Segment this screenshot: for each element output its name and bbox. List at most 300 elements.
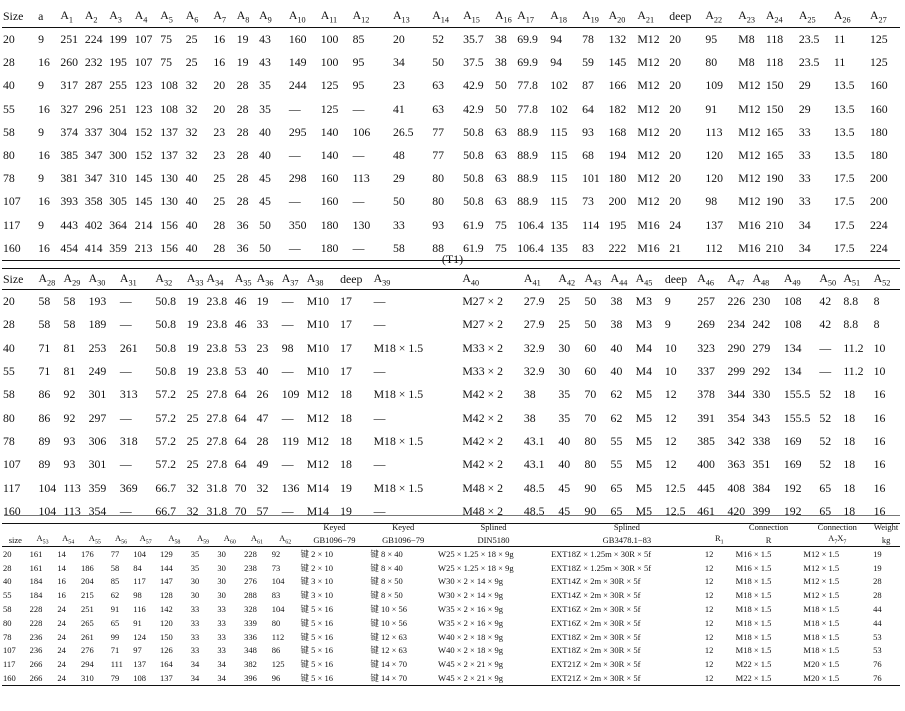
table-cell: 125 bbox=[870, 55, 888, 70]
table-cell: 28 bbox=[256, 433, 269, 448]
table-row bbox=[2, 74, 900, 97]
column-header bbox=[216, 520, 243, 533]
table-cell: 33 bbox=[217, 645, 226, 656]
table-cell: 30 bbox=[217, 562, 226, 573]
table-cell: 190 bbox=[765, 194, 784, 209]
table-cell: 17.5 bbox=[833, 171, 855, 186]
table-cell: 306 bbox=[88, 433, 107, 448]
column-header: Weight bbox=[873, 521, 899, 532]
table-cell: 45 bbox=[558, 480, 571, 495]
table-cell: 52 bbox=[819, 410, 832, 425]
table-cell: 20 bbox=[3, 548, 12, 559]
table-cell: 109 bbox=[281, 387, 300, 402]
table-cell: 68 bbox=[582, 148, 594, 163]
table-cell: 77.8 bbox=[517, 78, 538, 93]
column-header: $A_8$ bbox=[236, 6, 258, 28]
table-cell: 58 bbox=[38, 294, 51, 309]
table-cell: 75 bbox=[494, 217, 507, 232]
table-cell: 276 bbox=[80, 645, 94, 656]
table-cell: 50 bbox=[259, 217, 271, 232]
column-header: $A_{19}$ bbox=[581, 6, 608, 28]
table-cell: 112 bbox=[271, 631, 285, 642]
table-cell: 80 bbox=[432, 194, 445, 209]
table-cell: 195 bbox=[608, 217, 627, 232]
table-cell: 16 bbox=[38, 101, 50, 116]
table-cell: M12 bbox=[738, 124, 761, 139]
table-cell: 347 bbox=[84, 148, 103, 163]
table-cell: 317 bbox=[60, 78, 79, 93]
table-cell: 11.2 bbox=[843, 340, 864, 355]
table-cell: 28 bbox=[213, 217, 226, 232]
table-cell: 80 bbox=[705, 55, 718, 70]
table-cell: 118 bbox=[765, 55, 784, 70]
column-header: $A_{18}$ bbox=[549, 6, 581, 28]
table-cell: 33 bbox=[217, 617, 226, 628]
table-cell: M48 × 2 bbox=[461, 500, 523, 524]
column-header: Keyed bbox=[323, 521, 346, 532]
table-cell: 10 bbox=[873, 340, 886, 355]
table-cell: M5 bbox=[635, 433, 652, 448]
table-cell: 107 bbox=[134, 32, 153, 47]
table-cell: M20 × 1.5 bbox=[803, 659, 840, 670]
table-cell: 25 bbox=[558, 317, 571, 332]
table-cell: 18 bbox=[340, 433, 352, 448]
table-cell: 12 bbox=[704, 659, 714, 670]
table-cell: 137 bbox=[160, 148, 178, 163]
table-cell: 77 bbox=[110, 548, 120, 559]
table-cell: 86 bbox=[38, 410, 51, 425]
table-cell: 29 bbox=[392, 171, 405, 186]
table-cell: 34 bbox=[190, 671, 217, 685]
table-cell: 104 bbox=[271, 604, 285, 615]
table-cell: 75 bbox=[494, 237, 516, 261]
table-cell: 12 bbox=[704, 604, 714, 615]
table-cell: EXT21Z × 2m × 30R × 5f bbox=[550, 671, 704, 685]
column-header bbox=[159, 520, 190, 533]
table-cell: 242 bbox=[752, 317, 771, 332]
table-cell: 313 bbox=[119, 387, 138, 402]
table-cell: 16 bbox=[213, 32, 226, 47]
table-cell: 160 bbox=[2, 500, 38, 524]
table-cell: 30 bbox=[217, 590, 226, 601]
table-cell: 100 bbox=[320, 55, 339, 70]
table-cell: M4 bbox=[635, 340, 652, 355]
table-cell: M12 × 1.5 bbox=[803, 576, 840, 587]
table-cell: M12 bbox=[306, 457, 330, 472]
table-cell: 17.5 bbox=[833, 217, 855, 232]
table-cell: M5 bbox=[635, 387, 652, 402]
column-header bbox=[110, 520, 133, 533]
table-cell: 108 bbox=[783, 294, 802, 309]
table-cell: M18 × 1.5 bbox=[735, 631, 772, 642]
table-cell: 120 bbox=[159, 617, 173, 628]
table-cell: 18 bbox=[340, 457, 352, 472]
column-header: $A_{12}$ bbox=[352, 6, 392, 28]
table-cell: 20 bbox=[669, 55, 681, 70]
table-cell: 27.8 bbox=[206, 457, 228, 472]
table-cell: 71 bbox=[110, 645, 120, 656]
table-cell: 53 bbox=[234, 364, 247, 379]
table-cell: 443 bbox=[60, 217, 79, 232]
column-header: GB3478.1−83 bbox=[550, 533, 704, 547]
table-cell: 184 bbox=[29, 576, 43, 587]
table-cell: 80 bbox=[3, 148, 15, 163]
table3-group-header-row bbox=[2, 520, 900, 533]
table-cell: 63 bbox=[494, 124, 507, 139]
table-cell: 58 bbox=[110, 562, 120, 573]
table-cell: M5 bbox=[635, 480, 652, 495]
table-cell: 40 bbox=[185, 237, 213, 261]
table-cell: 58 bbox=[38, 317, 51, 332]
table-cell: 50 bbox=[584, 294, 597, 309]
table-cell: 98 bbox=[281, 340, 294, 355]
table-cell: 38 bbox=[610, 294, 623, 309]
table-cell: M5 bbox=[635, 410, 652, 425]
table-cell: 16 bbox=[57, 576, 66, 587]
table-cell: 24 bbox=[57, 659, 66, 670]
column-header: $A_{55}$ bbox=[80, 533, 110, 547]
table-cell: M42 × 2 bbox=[462, 433, 504, 448]
column-header: $A_5$ bbox=[159, 6, 185, 28]
column-header: size bbox=[2, 533, 29, 547]
table-cell: 17.5 bbox=[833, 194, 855, 209]
table-cell: M10 bbox=[306, 364, 330, 379]
column-header: $A_{32}$ bbox=[154, 269, 185, 290]
table-cell: 25 bbox=[186, 457, 199, 472]
table-cell: 16 bbox=[37, 237, 59, 261]
table-row bbox=[2, 547, 900, 561]
table-cell: 160 bbox=[2, 237, 37, 261]
table-cell: 301 bbox=[88, 457, 107, 472]
table-cell: 192 bbox=[783, 500, 819, 524]
section-divider bbox=[4, 515, 900, 516]
table-cell: — bbox=[373, 364, 386, 379]
table-cell: 31.8 bbox=[206, 500, 234, 524]
table-cell: 19 bbox=[186, 294, 199, 309]
table-cell: 85 bbox=[110, 576, 120, 587]
column-header: $A_{61}$ bbox=[243, 533, 271, 547]
column-header: $A_{29}$ bbox=[63, 269, 88, 290]
table-cell: EXT18Z × 2m × 30R × 5f bbox=[550, 645, 641, 656]
table-cell: 63 bbox=[494, 194, 507, 209]
table1-header-row bbox=[2, 6, 900, 28]
table-row bbox=[2, 453, 900, 476]
table-cell: 19 bbox=[873, 548, 882, 559]
table-cell: 160 bbox=[288, 32, 307, 47]
table-cell: 32 bbox=[186, 480, 199, 495]
table-cell: 81 bbox=[63, 340, 76, 355]
table-cell: 键 5 × 16 bbox=[300, 659, 333, 670]
column-header: $A_3$ bbox=[108, 6, 134, 28]
table-cell: 155.5 bbox=[783, 410, 811, 425]
table-cell: 160 bbox=[320, 194, 339, 209]
table-cell: 414 bbox=[84, 237, 108, 261]
table-cell: M42 × 2 bbox=[462, 387, 504, 402]
table-cell: 400 bbox=[697, 457, 715, 472]
column-header: $A_{16}$ bbox=[494, 6, 516, 28]
table-cell: 9 bbox=[38, 171, 44, 186]
table-cell: 150 bbox=[159, 631, 173, 642]
table-cell: 19 bbox=[186, 317, 199, 332]
table-cell: 42 bbox=[819, 317, 832, 332]
table-cell: M12 bbox=[637, 101, 660, 116]
table-cell: M12 bbox=[738, 171, 761, 186]
table-cell: 键 12 × 63 bbox=[370, 631, 407, 642]
table-cell: 80 bbox=[3, 617, 12, 628]
table-cell: 156 bbox=[159, 237, 185, 261]
table-cell: 106 bbox=[352, 124, 371, 139]
table-cell: W25 × 1.25 × 18 × 9g bbox=[438, 548, 514, 559]
table-cell: 91 bbox=[110, 604, 120, 615]
table-cell: 25 bbox=[186, 433, 199, 448]
table-cell: 52 bbox=[819, 457, 832, 472]
table-cell: 150 bbox=[765, 78, 784, 93]
table-cell: M18 × 1.5 bbox=[803, 631, 840, 642]
table-cell: 58 bbox=[3, 387, 15, 402]
table-cell: M4 bbox=[635, 364, 652, 379]
table-cell: M12 bbox=[306, 410, 330, 425]
table-cell: 98 bbox=[133, 590, 142, 601]
table-cell: 180 bbox=[608, 171, 627, 186]
table-cell: 50 bbox=[494, 78, 507, 93]
table-cell: 28 bbox=[873, 576, 882, 587]
table-cell: — bbox=[281, 364, 294, 379]
table-cell: 42 bbox=[819, 294, 832, 309]
table-cell: 295 bbox=[288, 124, 307, 139]
table-cell: 33 bbox=[392, 217, 405, 232]
column-header: Size bbox=[2, 269, 38, 290]
table-cell: M18 × 1.5 bbox=[803, 645, 840, 656]
table-cell: 70 bbox=[234, 500, 256, 524]
table-cell: 61.9 bbox=[463, 217, 484, 232]
table-cell: 62 bbox=[610, 410, 623, 425]
column-header: deep bbox=[339, 269, 372, 290]
table-cell: 53 bbox=[873, 631, 882, 642]
table-row bbox=[2, 406, 900, 429]
table-cell: 23.8 bbox=[206, 317, 228, 332]
table-cell: 77 bbox=[432, 148, 445, 163]
table-cell: 9 bbox=[38, 78, 44, 93]
table-cell: M12 bbox=[637, 194, 660, 209]
table-cell: 193 bbox=[88, 294, 107, 309]
table-cell: 33 bbox=[256, 317, 269, 332]
table-cell: 53 bbox=[234, 340, 247, 355]
table-cell: 44 bbox=[873, 617, 882, 628]
table-cell: — bbox=[119, 317, 132, 332]
table-cell: 140 bbox=[320, 148, 339, 163]
table-cell: 257 bbox=[697, 294, 715, 309]
table-cell: 18 bbox=[842, 500, 872, 524]
column-header: $A_{59}$ bbox=[190, 533, 217, 547]
table-cell: 226 bbox=[727, 294, 746, 309]
table-cell: — bbox=[373, 457, 386, 472]
table-cell: 125 bbox=[870, 32, 888, 47]
table-cell: 261 bbox=[80, 631, 94, 642]
table-cell: — bbox=[119, 500, 155, 524]
table-cell: M42 × 2 bbox=[462, 457, 504, 472]
table-cell: 57.2 bbox=[155, 433, 177, 448]
table-cell: W45 × 2 × 21 × 9g bbox=[437, 671, 550, 685]
table-cell: M12 bbox=[738, 101, 761, 116]
table-cell: 145 bbox=[134, 194, 153, 209]
column-header: $A_{57}$ bbox=[132, 533, 159, 547]
table-cell: 50.8 bbox=[463, 194, 484, 209]
table-cell: 12 bbox=[704, 576, 714, 587]
column-header bbox=[190, 520, 217, 533]
table-cell: 115 bbox=[550, 124, 568, 139]
table-cell: 42.9 bbox=[463, 101, 484, 116]
column-header: $A_{39}$ bbox=[373, 269, 462, 290]
table-cell: 89 bbox=[38, 457, 51, 472]
table-cell: 35 bbox=[259, 78, 271, 93]
table-cell: 347 bbox=[84, 171, 103, 186]
table-cell: 26.5 bbox=[392, 124, 414, 139]
table-cell: 58 bbox=[63, 317, 76, 332]
table-cell: 33 bbox=[190, 631, 200, 642]
table-cell: 214 bbox=[134, 217, 153, 232]
column-header: Keyed bbox=[392, 521, 415, 532]
table-cell: 13.5 bbox=[833, 148, 855, 163]
column-header: GB1096−79 bbox=[369, 533, 437, 547]
table-cell: 键 10 × 56 bbox=[370, 617, 407, 628]
table-cell: EXT14Z × 2m × 30R × 5f bbox=[550, 590, 641, 601]
table-cell: 16 bbox=[57, 590, 66, 601]
table-cell: 键 5 × 16 bbox=[300, 617, 333, 628]
table-cell: 33 bbox=[217, 604, 226, 615]
table3-header-row bbox=[2, 533, 900, 547]
table-cell: 键 8 × 40 bbox=[370, 548, 403, 559]
column-header bbox=[704, 520, 735, 533]
table-cell: 276 bbox=[244, 576, 257, 587]
table-cell: 16 bbox=[873, 457, 886, 472]
table-cell: 9 bbox=[664, 317, 671, 332]
table-cell: M10 bbox=[306, 294, 330, 309]
table-cell: 402 bbox=[84, 217, 103, 232]
table-cell: 106.4 bbox=[517, 217, 544, 232]
table-cell: 137 bbox=[159, 671, 190, 685]
table-cell: 26 bbox=[256, 387, 269, 402]
table-cell: 186 bbox=[80, 562, 94, 573]
table-cell: 40 bbox=[3, 340, 15, 355]
table-cell: 20 bbox=[669, 78, 681, 93]
table-cell: 50.8 bbox=[463, 148, 484, 163]
table-cell: — bbox=[281, 317, 294, 332]
table-cell: — bbox=[288, 237, 320, 261]
table-cell: 40 bbox=[558, 433, 571, 448]
table-cell: 23.8 bbox=[206, 364, 228, 379]
column-header: Splined bbox=[480, 521, 507, 532]
table-cell: 336 bbox=[244, 631, 257, 642]
table-cell: 16 bbox=[38, 55, 50, 70]
column-header: $A_6$ bbox=[185, 6, 213, 28]
column-header: DIN5180 bbox=[437, 533, 550, 547]
table-cell: 10 bbox=[664, 364, 677, 379]
table-row bbox=[2, 98, 900, 121]
table-cell: M3 bbox=[635, 294, 652, 309]
table-cell: 45 bbox=[557, 500, 583, 524]
table-cell: 12 bbox=[704, 548, 714, 559]
table-cell: 14 bbox=[57, 548, 66, 559]
table-cell: 190 bbox=[765, 171, 784, 186]
table-cell: 108 bbox=[132, 671, 159, 685]
column-header bbox=[243, 520, 271, 533]
table-cell: 102 bbox=[550, 78, 568, 93]
table-cell: 78 bbox=[3, 433, 15, 448]
table-cell: 55 bbox=[610, 433, 623, 448]
table-cell: 17 bbox=[340, 364, 352, 379]
table-cell: 42.9 bbox=[463, 78, 484, 93]
table-cell: 19 bbox=[873, 562, 882, 573]
table-cell: 30 bbox=[217, 548, 226, 559]
table-cell: 27.8 bbox=[206, 410, 228, 425]
table-cell: 137 bbox=[160, 124, 178, 139]
table-cell: 键 5 × 16 bbox=[300, 631, 333, 642]
table-cell: 57 bbox=[256, 500, 281, 524]
table-cell: 32.9 bbox=[523, 364, 545, 379]
table-cell: — bbox=[119, 364, 132, 379]
table-cell: W40 × 2 × 18 × 9g bbox=[438, 645, 503, 656]
table-cell: 164 bbox=[159, 659, 173, 670]
table-cell: 11 bbox=[833, 55, 846, 70]
table-cell: M18 × 1.5 bbox=[735, 576, 772, 587]
column-header: $A_{26}$ bbox=[833, 6, 869, 28]
table-cell: 32 bbox=[256, 480, 269, 495]
table-cell: W25 × 1.25 × 18 × 9g bbox=[438, 562, 514, 573]
table-cell: 107 bbox=[3, 194, 21, 209]
table-cell: 12 bbox=[664, 387, 677, 402]
column-header: $A_{22}$ bbox=[704, 6, 737, 28]
table-cell: 297 bbox=[88, 410, 107, 425]
table-cell: 292 bbox=[752, 364, 771, 379]
table-cell: — bbox=[352, 237, 392, 261]
table-cell: 420 bbox=[726, 500, 751, 524]
column-header: $A_4$ bbox=[134, 6, 160, 28]
table-cell: 33 bbox=[798, 171, 811, 186]
table-cell: 13.5 bbox=[833, 78, 855, 93]
table-cell: M12 × 1.5 bbox=[803, 562, 840, 573]
table-cell: 70 bbox=[584, 387, 597, 402]
table-cell: 100 bbox=[320, 32, 339, 47]
table-cell: 34 bbox=[190, 659, 200, 670]
table-cell: 50.8 bbox=[463, 124, 484, 139]
table-cell: 43 bbox=[259, 55, 271, 70]
table-cell: 33 bbox=[798, 194, 811, 209]
table-cell: 12.5 bbox=[664, 500, 696, 524]
table-cell: 24 bbox=[57, 645, 66, 656]
table-cell: 238 bbox=[244, 562, 257, 573]
table-cell: 255 bbox=[109, 78, 127, 93]
table-cell: M16 bbox=[738, 217, 761, 232]
table-cell: 129 bbox=[159, 548, 173, 559]
table-cell: 键 5 × 16 bbox=[300, 604, 333, 615]
table-cell: 9 bbox=[664, 294, 671, 309]
table-cell: 30 bbox=[558, 364, 571, 379]
table-cell: 40 bbox=[3, 78, 15, 93]
table-cell: 8 bbox=[873, 317, 880, 332]
table-cell: M18 × 1.5 bbox=[373, 387, 424, 402]
table-cell: 28 bbox=[236, 124, 249, 139]
table-cell: 137 bbox=[133, 659, 147, 670]
table-cell: 28 bbox=[236, 78, 249, 93]
table-cell: 364 bbox=[109, 217, 127, 232]
table-cell: 287 bbox=[84, 78, 103, 93]
table-cell: 192 bbox=[783, 480, 802, 495]
table-cell: — bbox=[119, 457, 132, 472]
table-cell: 23.5 bbox=[798, 32, 820, 47]
table-cell: 210 bbox=[765, 237, 798, 261]
table-cell: 38 bbox=[494, 32, 507, 47]
table-cell: 28 bbox=[873, 590, 882, 601]
